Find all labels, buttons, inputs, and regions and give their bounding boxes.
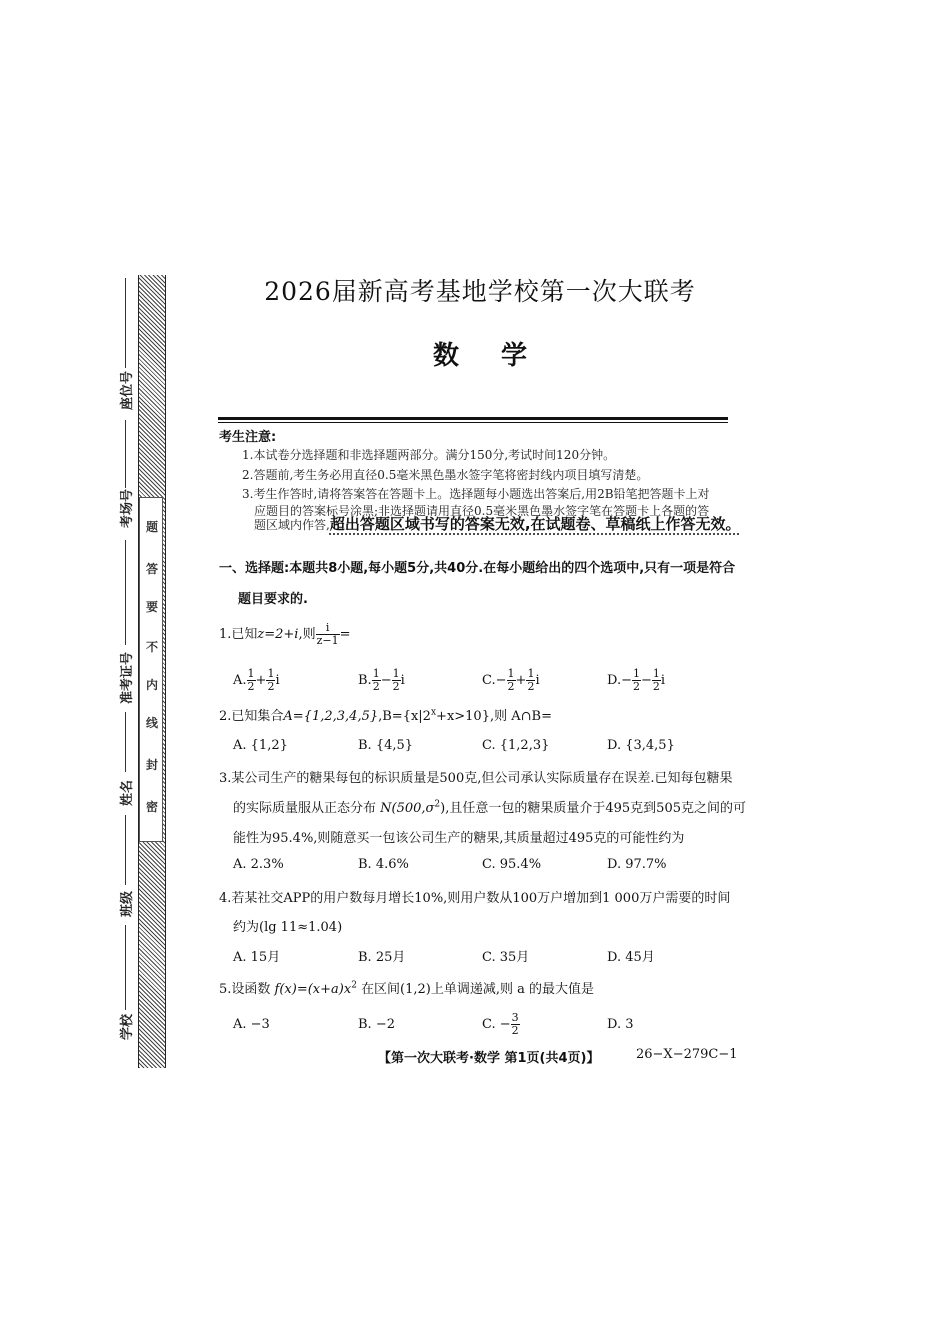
q1-suffix: = xyxy=(339,627,351,642)
q3-option-b: B. 4.6% xyxy=(358,857,409,872)
q2-option-b: B. {4,5} xyxy=(358,738,414,753)
notice-emphasis: 超出答题区域书写的答案无效,在试题卷、草稿纸上作答无效。 xyxy=(329,515,741,533)
header-rule-thin xyxy=(218,422,728,423)
question-3-line1: 3.某公司生产的糖果每包的标识质量是500克,但公司承认实际质量存在误差.已知每包糖果 xyxy=(219,771,733,786)
question-4-line1: 4.若某社交APP的用户数每月增长10%,则用户数从100万户增加到1 000万户需要的时间 xyxy=(219,891,731,906)
class-line xyxy=(125,815,126,885)
notice-item: 2.答题前,考生务必用直径0.5毫米黑色墨水签字笔将密封线内项目填写清楚。 xyxy=(242,468,649,482)
question-5: 5.设函数 $f(x)=(x+a)x^2$ 在区间(1,2)上单调递减,则 a 的最大值是 xyxy=(219,980,595,997)
q4-option-a: A. 15月 xyxy=(233,950,281,965)
seal-char: 答 xyxy=(145,562,158,576)
q3-option-d: D. 97.7% xyxy=(607,857,667,872)
seal-char: 内 xyxy=(145,678,158,692)
q4-option-d: D. 45月 xyxy=(607,950,655,965)
admission-number-line xyxy=(125,540,126,645)
question-1 xyxy=(219,622,351,647)
exam-room-line xyxy=(125,420,126,488)
q1-option-b: B. $\frac{1}{2}$ − $\frac{1}{2}$ i xyxy=(358,667,405,693)
seal-char: 不 xyxy=(145,640,158,654)
q5-option-d: D. 3 xyxy=(607,1017,634,1032)
seal-char: 密 xyxy=(145,800,158,814)
q4-option-b: B. 25月 xyxy=(358,950,406,965)
exam-title: 2026届新高考基地学校第一次大联考 xyxy=(264,277,696,306)
q2-option-a: A. {1,2} xyxy=(233,738,288,753)
notice-item-emphasis xyxy=(254,513,741,534)
q1-option-a: A. $\frac{1}{2}$ + $\frac{1}{2}$ i xyxy=(233,667,280,693)
question-4-line2: 约为(lg 11≈1.04) xyxy=(233,920,343,935)
page-footer: 【第一次大联考·数学 第1页(共4页)】 xyxy=(378,1051,600,1066)
notice-heading: 考生注意: xyxy=(219,430,277,445)
q5-option-c: C. − $\frac{3}{2}$ xyxy=(482,1011,519,1037)
seal-char: 线 xyxy=(145,716,158,730)
notice-item: 3.考生作答时,请将答案答在答题卡上。选择题每小题选出答案后,用2B铅笔把答题卡上对 xyxy=(242,487,710,501)
seal-line-box xyxy=(139,497,163,842)
q3-option-c: C. 95.4% xyxy=(482,857,542,872)
q1-given: z=2+i xyxy=(257,627,299,642)
question-3-line2: 的实际质量服从正态分布 $N(500,\sigma^2)$,且任意一包的糖果质量介于495克到505克之间的可 xyxy=(233,799,746,816)
subject-title: 数学 xyxy=(432,341,569,371)
q2-option-c: C. {1,2,3} xyxy=(482,738,550,753)
question-3-line3: 能性为95.4%,则随意买一包该公司生产的糖果,其质量超过495克的可能性约为 xyxy=(233,831,685,846)
header-rule-thick xyxy=(218,417,728,420)
notice-item: 题区域内作答, xyxy=(254,518,330,532)
notice-item: 应题目的答案标号涂黑;非选择题请用直径0.5毫米黑色墨水签字笔在答题卡上各题的答 xyxy=(254,504,710,518)
seal-char: 要 xyxy=(145,600,158,614)
school-line xyxy=(125,925,126,1010)
q1-option-c: C.− $\frac{1}{2}$ + $\frac{1}{2}$ i xyxy=(482,667,540,693)
q5-option-b: B. −2 xyxy=(358,1017,395,1032)
q1-ask: ,则 xyxy=(298,627,316,642)
section-heading-line1: 一、选择题:本题共8小题,每小题5分,共40分.在每小题给出的四个选项中,只有一项是符合 xyxy=(219,561,736,576)
section-heading-line2: 题目要求的. xyxy=(238,592,308,607)
paper-code: 26−X−279C−1 xyxy=(636,1047,738,1062)
question-2: 2.已知集合$A=\{1,2,3,4,5\},B=\{x|2^x+x>10\}$,则 A∩B= xyxy=(219,707,552,724)
seat-number-line xyxy=(125,278,126,368)
q1-prefix: 1.已知 xyxy=(219,627,258,642)
q1-fraction: $\frac{i}{z-1}$ xyxy=(316,621,339,647)
notice-item: 1.本试卷分选择题和非选择题两部分。满分150分,考试时间120分钟。 xyxy=(242,448,616,462)
seal-char: 封 xyxy=(145,758,158,772)
q4-option-c: C. 35月 xyxy=(482,950,530,965)
q2-option-d: D. {3,4,5} xyxy=(607,738,675,753)
name-line xyxy=(125,712,126,772)
q1-option-d: D.− $\frac{1}{2}$ − $\frac{1}{2}$ i xyxy=(607,667,666,693)
q3-option-a: A. 2.3% xyxy=(233,857,284,872)
q5-option-a: A. −3 xyxy=(233,1017,270,1032)
seal-char: 题 xyxy=(145,520,158,534)
